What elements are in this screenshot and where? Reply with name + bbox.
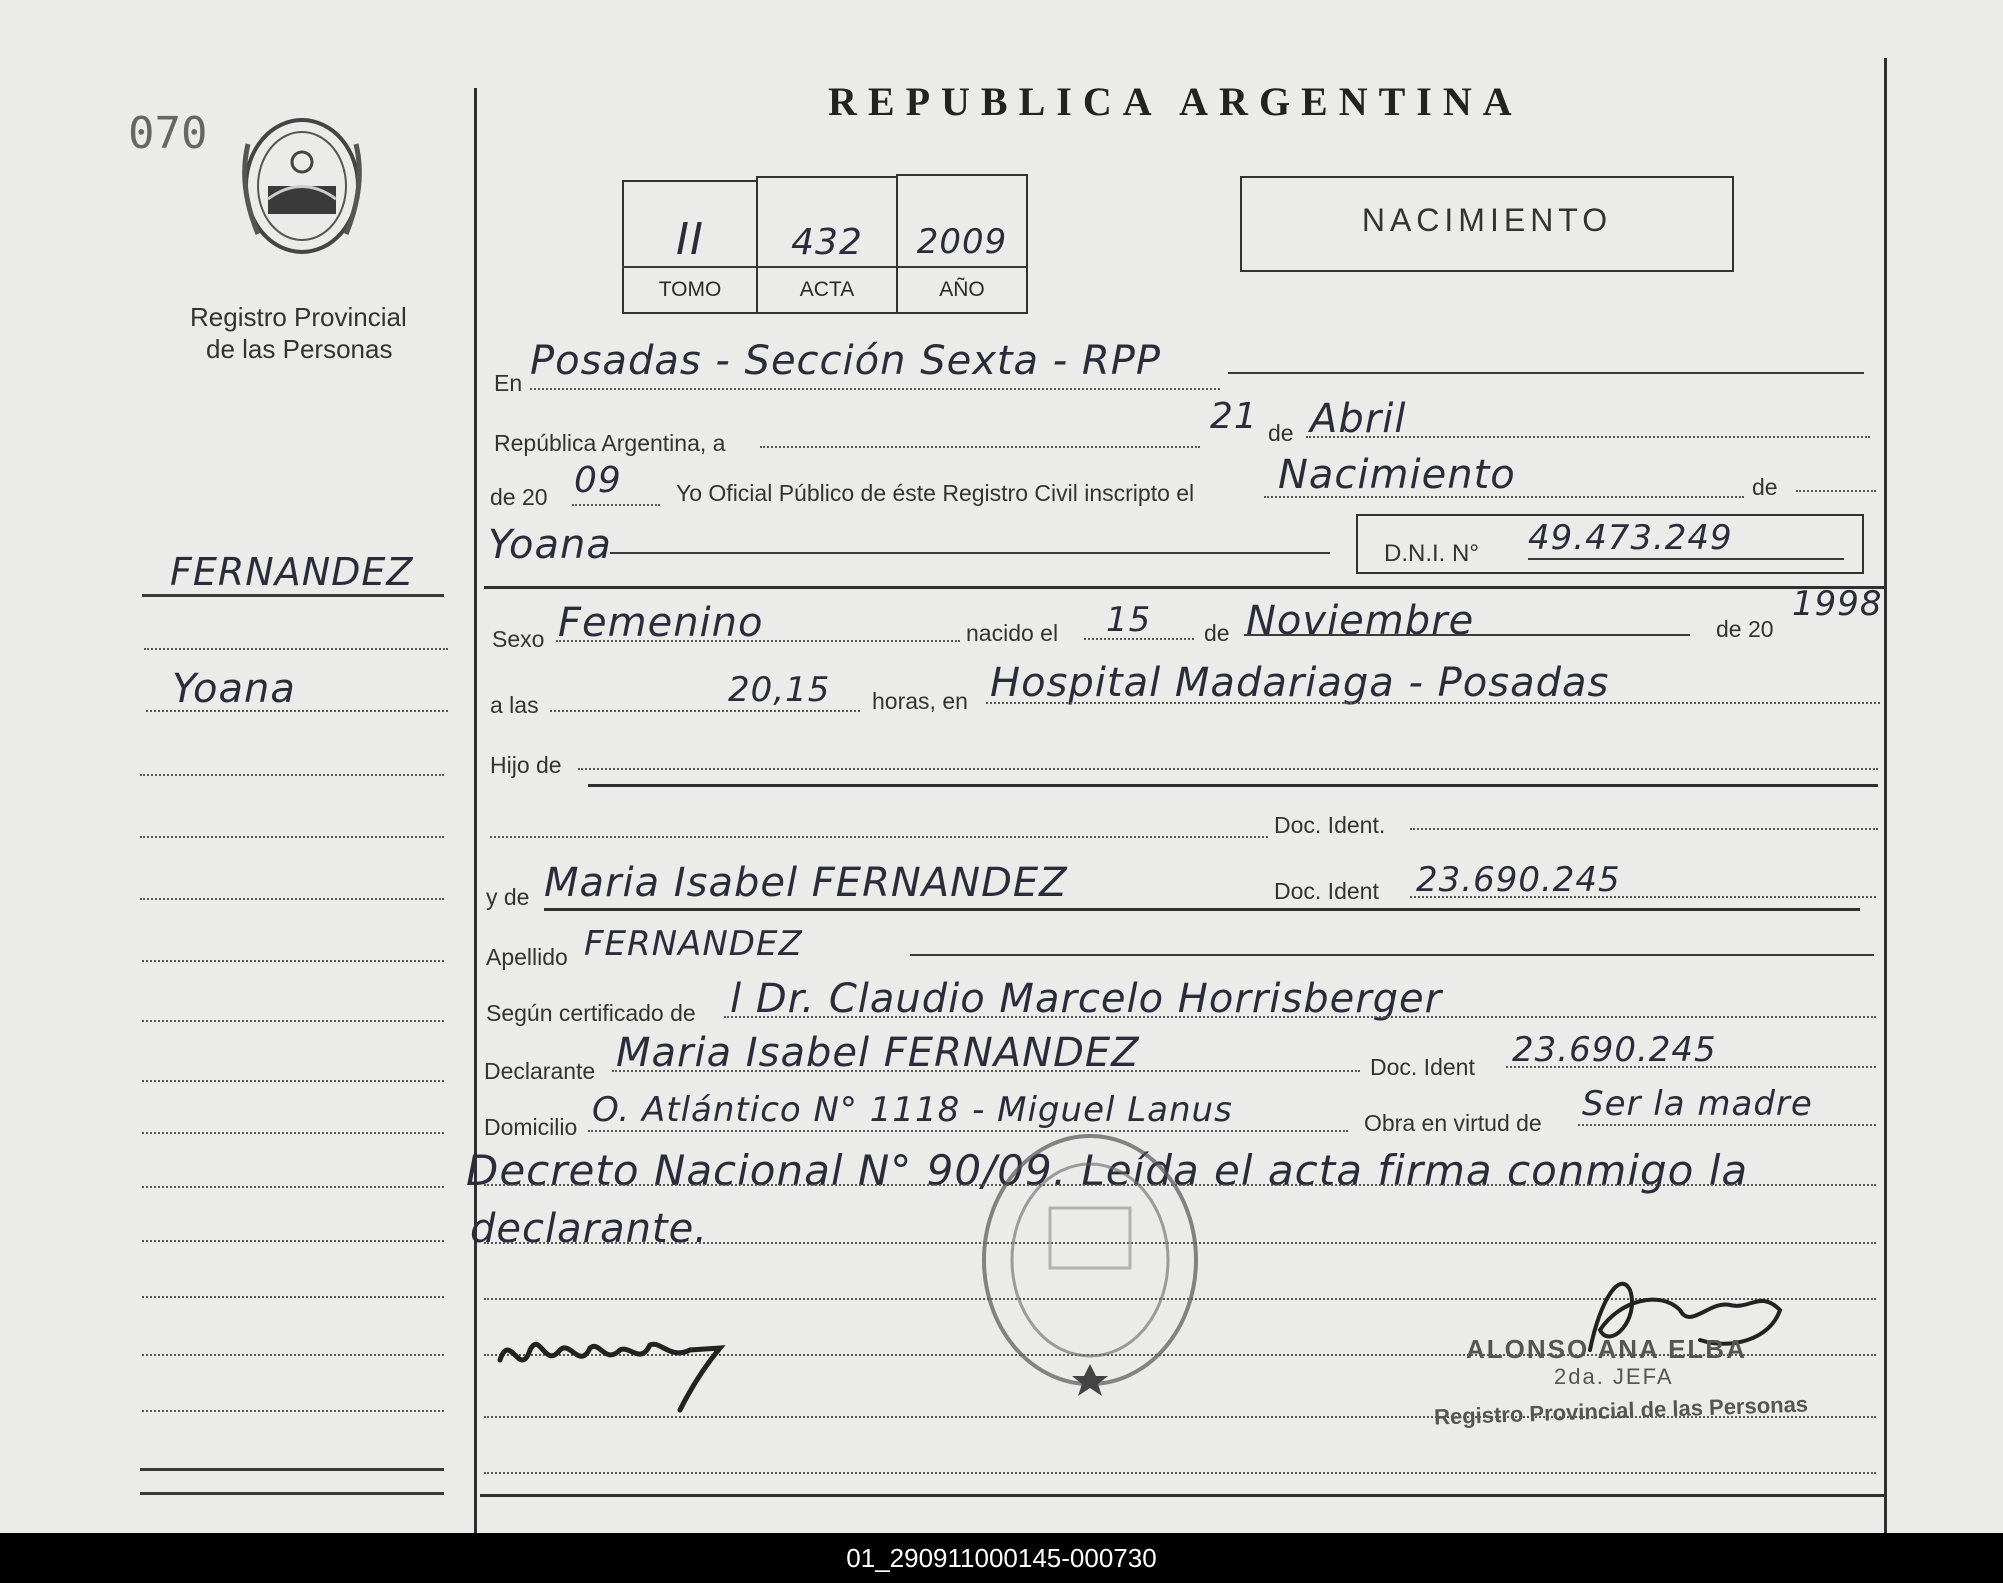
bottom-rule [480,1494,1884,1497]
label-de-month: de [1268,420,1294,446]
margin-line [140,898,444,900]
label-y-de: y de [486,884,530,910]
line-inscription [1264,496,1744,498]
label-doc-ident-declarant: Doc. Ident [1370,1054,1475,1080]
margin-line [142,1186,444,1188]
margin-line [142,960,444,962]
line-declarant-doc [1506,1066,1876,1068]
declarant-doc-value: 23.690.245 [1512,1030,1717,1070]
label-de-name: de [1752,474,1778,500]
tomo-value: II [676,214,704,265]
signatory-office: Registro Provincial de las Personas [1433,1391,1809,1430]
right-border [1884,58,1887,1533]
acta-value: 432 [791,222,863,263]
line-father [578,768,1878,770]
signatory-name: ALONSO ANA ELBA [1466,1334,1747,1364]
line-inscription-end [1796,490,1876,492]
acta-label: ACTA [799,278,855,301]
label-dni: D.N.I. N° [1384,540,1479,567]
line-month [1306,436,1870,438]
label-oficial: Yo Oficial Público de éste Registro Civil inscripto el [676,480,1195,506]
country-header: REPUBLICA ARGENTINA [828,79,1523,124]
office-name-line1: Registro Provincial [190,302,407,332]
margin-line [140,774,444,776]
label-obra: Obra en virtud de [1364,1110,1542,1136]
certifier-value: l Dr. Claudio Marcelo Horrisberger [730,976,1443,1022]
margin-given-name: Yoana [172,666,296,712]
label-a-las: a las [490,692,539,718]
year-value: 09 [574,460,622,501]
label-hijo-de: Hijo de [490,752,562,778]
dni-box [1356,514,1864,574]
line-name [610,552,1330,554]
label-apellido: Apellido [486,944,568,970]
footer-id: 01_290911000145-000730 [0,1533,2003,1583]
label-doc-ident-father: Doc. Ident. [1274,812,1386,838]
place-value: Posadas - Sección Sexta - RPP [530,338,1161,384]
inscription-value: Nacimiento [1278,452,1516,498]
birth-year-value: 1998 [1792,584,1883,624]
birth-month-value: Noviembre [1246,598,1475,644]
label-de-birth-month: de [1204,620,1230,646]
line-hour [550,710,860,712]
line-birth-place [986,702,1880,704]
note-line1: Decreto Nacional N° 90/09. Leída el acta firma conmigo la [466,1146,1749,1195]
margin-line [140,1468,444,1471]
dni-value: 49.473.249 [1528,518,1733,558]
margin-line [142,1410,444,1412]
ano-label: AÑO [939,278,985,301]
label-de20-birth: de 20 [1716,616,1774,642]
given-name-value: Yoana [488,522,612,568]
line-mother-doc [1410,896,1876,898]
label-segun: Según certificado de [486,1000,696,1026]
record-type-box [1240,176,1734,272]
signatory-role: 2da. JEFA [1554,1364,1674,1389]
margin-line [142,1132,444,1134]
provincial-seal-icon [228,104,376,274]
record-type: NACIMIENTO [1361,202,1613,238]
margin-line [146,710,448,712]
label-en: En [494,370,523,396]
birth-day-value: 15 [1106,600,1152,640]
label-domicilio: Domicilio [484,1114,578,1140]
sex-value: Femenino [558,600,764,646]
margin-divider [474,88,477,1533]
ano-cell [896,174,1028,314]
margin-surname: FERNANDEZ [170,550,414,594]
margin-surname-line [142,594,444,597]
margin-line [142,1296,444,1298]
label-horas-en: horas, en [872,688,968,714]
tomo-label: TOMO [658,278,722,301]
office-name-line2: de las Personas [206,334,393,364]
section-divider [484,586,1884,589]
ano-value: 2009 [916,222,1008,262]
month-value: Abril [1310,396,1407,442]
margin-line [144,648,448,650]
note-line2: declarante. [470,1206,708,1252]
reason-value: Ser la madre [1582,1084,1813,1124]
line-blank [484,1472,1876,1474]
declarant-value: Maria Isabel FERNANDEZ [616,1030,1140,1076]
line-father-under [588,784,1878,787]
tomo-cell [622,180,758,314]
label-doc-ident-mother: Doc. Ident [1274,878,1379,904]
official-stamp-icon [950,1120,1230,1400]
mother-doc-value: 23.690.245 [1416,860,1621,900]
line-place-end [1228,372,1864,374]
line-mother [544,908,1860,911]
line-certifier [724,1016,1876,1018]
margin-line [142,1240,444,1242]
line-birth-month [1244,634,1690,636]
hour-value: 20,15 [728,670,831,710]
page-number: 070 [128,108,208,159]
margin-line [140,1492,444,1495]
address-value: O. Atlántico N° 1118 - Miguel Lanus [592,1090,1233,1130]
declarant-signature-icon [490,1310,750,1420]
line-birth-day [1084,638,1194,640]
line-surname [910,954,1874,956]
margin-line [142,1080,444,1082]
label-de20: de 20 [490,484,548,510]
surname-value: FERNANDEZ [584,924,803,964]
line-day [760,446,1200,448]
line-reason [1578,1124,1876,1126]
margin-line [142,1020,444,1022]
line-father-doc [490,836,1268,838]
book-box-divider [622,266,1026,268]
margin-line [140,836,444,838]
label-declarante: Declarante [484,1058,596,1084]
birth-place-value: Hospital Madariaga - Posadas [990,660,1610,706]
label-republica: República Argentina, a [494,430,726,456]
line-dni [1528,558,1844,560]
label-nacido: nacido el [966,620,1059,646]
line-place [530,388,1220,390]
mother-value: Maria Isabel FERNANDEZ [544,860,1068,906]
acta-cell [756,176,898,314]
label-sexo: Sexo [492,626,545,652]
line-father-doc-value [1410,828,1878,830]
line-sex [556,640,960,642]
day-value: 21 [1210,396,1258,437]
line-declarant [612,1070,1360,1072]
line-year [572,504,660,506]
margin-line [142,1354,444,1356]
